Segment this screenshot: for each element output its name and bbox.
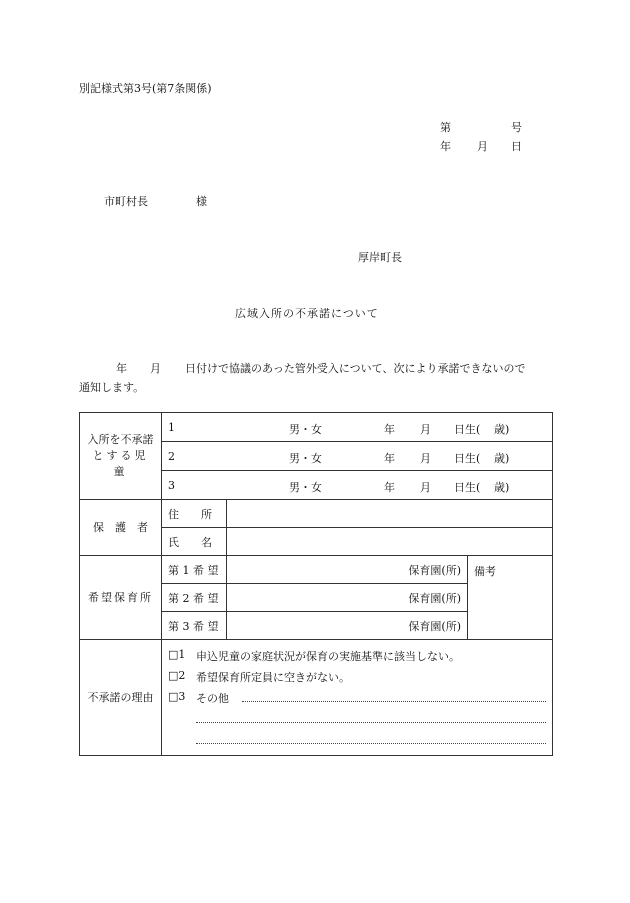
preference-label: 第 2 希 望 (162, 584, 227, 612)
body-month: 月 (150, 362, 161, 375)
reason-text: その他 (196, 692, 229, 705)
reason-label: 不承諾の理由 (80, 640, 162, 756)
remarks-label: 備考 (474, 565, 496, 578)
doc-number-suffix: 号 (511, 121, 522, 134)
preference-label: 第 1 希 望 (162, 556, 227, 584)
child-sex: 男・女 (289, 452, 322, 465)
checkbox-icon[interactable]: □3 (168, 690, 186, 703)
child-row (80, 413, 553, 442)
reason-option-3[interactable] (162, 686, 552, 707)
child-sex: 男・女 (289, 481, 322, 494)
addressee-name: 市町村長 (104, 195, 148, 208)
body-line1: 日付けで協議のあった管外受入について、次により承諾できないので (185, 362, 526, 375)
body-year: 年 (116, 362, 127, 375)
body-line2: 通知します。 (79, 381, 145, 394)
reason-text: 希望保育所定員に空きがない。 (196, 671, 350, 684)
checkbox-icon[interactable]: □2 (168, 669, 186, 682)
child-sex: 男・女 (289, 423, 322, 436)
child-1 (162, 413, 552, 441)
subject-title: 広域入所の不承諾について (235, 307, 379, 320)
remarks-cell[interactable] (468, 556, 553, 640)
child-age: 歳) (494, 452, 510, 465)
child-3 (162, 471, 552, 499)
child-birth: 日生( (454, 481, 481, 494)
child-month: 月 (420, 481, 431, 494)
child-age: 歳) (494, 481, 510, 494)
preference-suffix: 保育園(所) (408, 591, 461, 605)
child-number: 2 (168, 450, 175, 463)
preference-2-field[interactable] (227, 584, 468, 612)
address-field[interactable] (227, 500, 553, 528)
children-label-line2: とする児童 (92, 449, 149, 478)
facility-label: 希望保育所 (80, 556, 162, 640)
preference-suffix: 保育園(所) (408, 619, 461, 633)
child-year: 年 (384, 423, 395, 436)
child-birth: 日生( (454, 423, 481, 436)
date-month: 月 (477, 140, 488, 153)
reason-text: 申込児童の家庭状況が保育の実施基準に該当しない。 (196, 650, 460, 663)
child-month: 月 (420, 423, 431, 436)
children-label (80, 413, 162, 500)
dotted-line (196, 743, 546, 744)
child-age: 歳) (494, 423, 510, 436)
preference-3-field[interactable] (227, 612, 468, 640)
date-year: 年 (440, 140, 451, 153)
child-2 (162, 442, 552, 470)
sender: 厚岸町長 (358, 251, 402, 264)
child-year: 年 (384, 452, 395, 465)
addressee-honorific: 様 (196, 195, 207, 208)
reason-option-2[interactable] (162, 665, 552, 686)
guardian-address-row (80, 500, 553, 528)
address-label: 住 所 (162, 500, 227, 528)
child-number: 3 (168, 479, 175, 492)
name-field[interactable] (227, 528, 553, 556)
form-title: 別記様式第3号(第7条関係) (79, 82, 212, 95)
refusal-form-table (79, 412, 553, 756)
guardian-label: 保 護 者 (80, 500, 162, 556)
preference-suffix: 保育園(所) (408, 563, 461, 577)
preference-row (80, 556, 553, 584)
name-label: 氏 名 (162, 528, 227, 556)
other-reason-line-2[interactable] (162, 707, 552, 728)
other-reason-line-3[interactable] (162, 728, 552, 749)
child-number: 1 (168, 421, 175, 434)
checkbox-icon[interactable]: □1 (168, 648, 186, 661)
preference-label: 第 3 希 望 (162, 612, 227, 640)
date-day: 日 (511, 140, 522, 153)
doc-number-prefix: 第 (440, 121, 451, 134)
preference-1-field[interactable] (227, 556, 468, 584)
reason-row (80, 640, 553, 756)
child-birth: 日生( (454, 452, 481, 465)
reason-option-1[interactable] (162, 644, 552, 665)
children-label-line1: 入所を不承諾 (87, 433, 154, 446)
other-reason-line[interactable] (242, 701, 546, 702)
child-year: 年 (384, 481, 395, 494)
child-month: 月 (420, 452, 431, 465)
dotted-line (196, 722, 546, 723)
